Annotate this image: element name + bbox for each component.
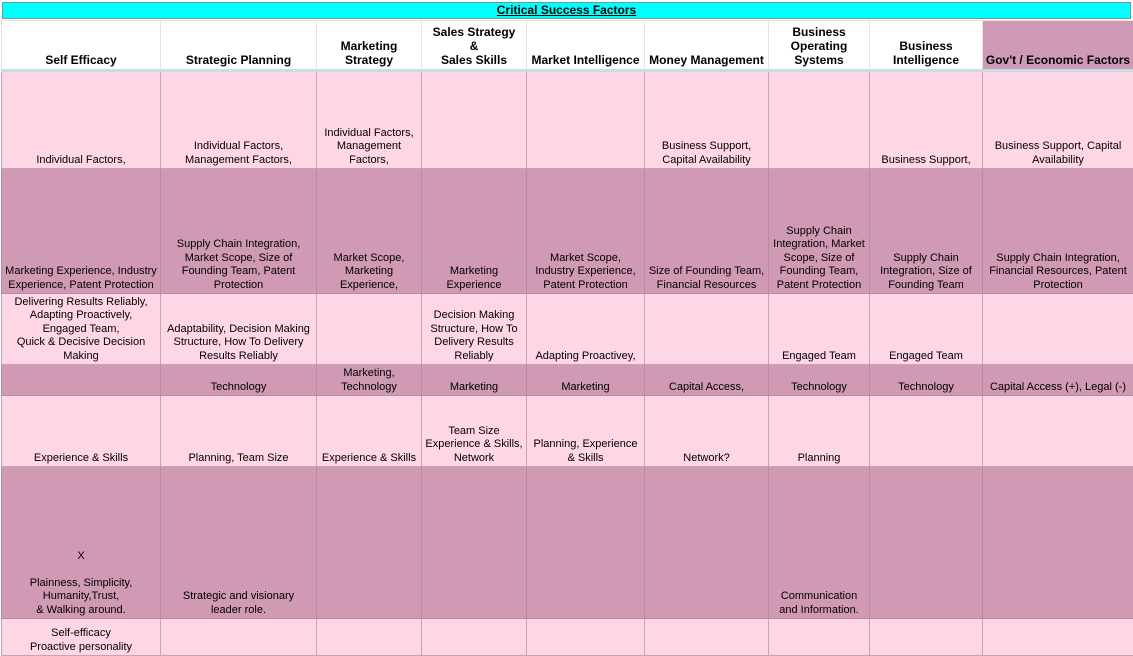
table-cell[interactable] — [317, 467, 422, 619]
table-cell[interactable] — [527, 467, 645, 619]
table-cell[interactable] — [983, 467, 1133, 619]
table-cell[interactable]: Adapting Proactivey, — [527, 294, 645, 365]
critical-success-factors-table — [1, 20, 1133, 656]
table-cell[interactable]: Business Support, Capital Availability — [983, 71, 1133, 169]
table-cell[interactable] — [983, 396, 1133, 467]
table-row — [2, 169, 1133, 294]
table-cell[interactable]: Marketing Experience — [422, 169, 527, 294]
table-row — [2, 467, 1133, 619]
table-cell[interactable] — [645, 467, 769, 619]
table-cell[interactable]: Technology — [870, 365, 983, 396]
table-cell[interactable]: Marketing, Technology — [317, 365, 422, 396]
table-cell[interactable]: Market Scope, Industry Experience, Patent Protection — [527, 169, 645, 294]
table-cell[interactable] — [983, 619, 1133, 656]
table-cell[interactable] — [422, 467, 527, 619]
table-cell[interactable]: Capital Access (+), Legal (-) — [983, 365, 1133, 396]
table-cell[interactable] — [645, 619, 769, 656]
header-row — [2, 21, 1133, 71]
table-cell[interactable] — [317, 294, 422, 365]
table-cell[interactable]: Planning, Experience & Skills — [527, 396, 645, 467]
table-cell[interactable] — [422, 619, 527, 656]
table-cell[interactable]: Experience & Skills — [2, 396, 161, 467]
table-row — [2, 365, 1133, 396]
header-cell[interactable]: Business Operating Systems — [769, 21, 870, 71]
table-cell[interactable]: Marketing Experience, Industry Experience, Patent Protection — [2, 169, 161, 294]
table-cell[interactable]: Adaptability, Decision Making Structure, How To Delivery Results Reliably — [161, 294, 317, 365]
table-cell[interactable]: Engaged Team — [870, 294, 983, 365]
table-row — [2, 619, 1133, 656]
header-cell[interactable]: Marketing Strategy — [317, 21, 422, 71]
table-cell[interactable] — [527, 71, 645, 169]
table-cell[interactable]: Engaged Team — [769, 294, 870, 365]
header-cell[interactable]: Gov't / Economic Factors — [983, 21, 1133, 71]
table-cell[interactable] — [317, 619, 422, 656]
header-cell[interactable]: Business Intelligence — [870, 21, 983, 71]
table-cell[interactable]: Network? — [645, 396, 769, 467]
table-cell[interactable]: Delivering Results Reliably, Adapting Proactively, Engaged Team, Quick & Decisive Decision Making — [2, 294, 161, 365]
table-cell[interactable] — [769, 71, 870, 169]
table-cell[interactable] — [870, 467, 983, 619]
table-cell[interactable]: Technology — [769, 365, 870, 396]
sheet-title-bar[interactable] — [2, 2, 1131, 19]
header-cell[interactable]: Strategic Planning — [161, 21, 317, 71]
table-cell[interactable]: Self-efficacy Proactive personality — [2, 619, 161, 656]
table-cell[interactable] — [983, 294, 1133, 365]
table-cell[interactable]: Business Support, Capital Availability — [645, 71, 769, 169]
table-cell[interactable]: Business Support, — [870, 71, 983, 169]
table-cell[interactable]: Team Size Experience & Skills, Network — [422, 396, 527, 467]
table-cell[interactable]: Technology — [161, 365, 317, 396]
table-cell[interactable]: Decision Making Structure, How To Delivery Results Reliably — [422, 294, 527, 365]
table-cell[interactable] — [769, 619, 870, 656]
table-cell[interactable]: Marketing — [422, 365, 527, 396]
table-cell[interactable] — [870, 619, 983, 656]
table-cell[interactable] — [161, 619, 317, 656]
table-cell[interactable] — [645, 294, 769, 365]
table-row — [2, 71, 1133, 169]
table-cell[interactable]: Supply Chain Integration, Market Scope, Size of Founding Team, Patent Protection — [161, 169, 317, 294]
table-cell[interactable]: Capital Access, — [645, 365, 769, 396]
header-cell[interactable]: Market Intelligence — [527, 21, 645, 71]
header-cell[interactable]: Money Management — [645, 21, 769, 71]
sheet-title: Critical Success Factors — [497, 3, 636, 17]
table-cell[interactable]: Individual Factors, — [2, 71, 161, 169]
table-cell[interactable] — [870, 396, 983, 467]
table-row — [2, 396, 1133, 467]
table-cell[interactable]: Individual Factors, Management Factors, — [161, 71, 317, 169]
table-cell[interactable]: Individual Factors, Management Factors, — [317, 71, 422, 169]
table-cell[interactable]: Supply Chain Integration, Market Scope, Size of Founding Team, Patent Protection — [769, 169, 870, 294]
table-cell[interactable]: Supply Chain Integration, Size of Founding Team — [870, 169, 983, 294]
table-row — [2, 294, 1133, 365]
table-cell[interactable]: Size of Founding Team, Financial Resources — [645, 169, 769, 294]
table-cell[interactable] — [527, 619, 645, 656]
header-cell[interactable]: Sales Strategy & Sales Skills — [422, 21, 527, 71]
table-cell[interactable]: Supply Chain Integration, Financial Resources, Patent Protection — [983, 169, 1133, 294]
header-cell[interactable]: Self Efficacy — [2, 21, 161, 71]
table-cell[interactable]: Market Scope, Marketing Experience, — [317, 169, 422, 294]
table-cell[interactable] — [422, 71, 527, 169]
table-cell[interactable]: Experience & Skills — [317, 396, 422, 467]
table-cell[interactable]: Marketing — [527, 365, 645, 396]
table-cell[interactable]: Planning, Team Size — [161, 396, 317, 467]
table-cell[interactable]: Strategic and visionary leader role. — [161, 467, 317, 619]
table-cell[interactable]: Planning — [769, 396, 870, 467]
table-cell[interactable]: X Plainness, Simplicity, Humanity,Trust, & Walking around. — [2, 467, 161, 619]
table-cell[interactable] — [2, 365, 161, 396]
table-cell[interactable]: Communication and Information. — [769, 467, 870, 619]
